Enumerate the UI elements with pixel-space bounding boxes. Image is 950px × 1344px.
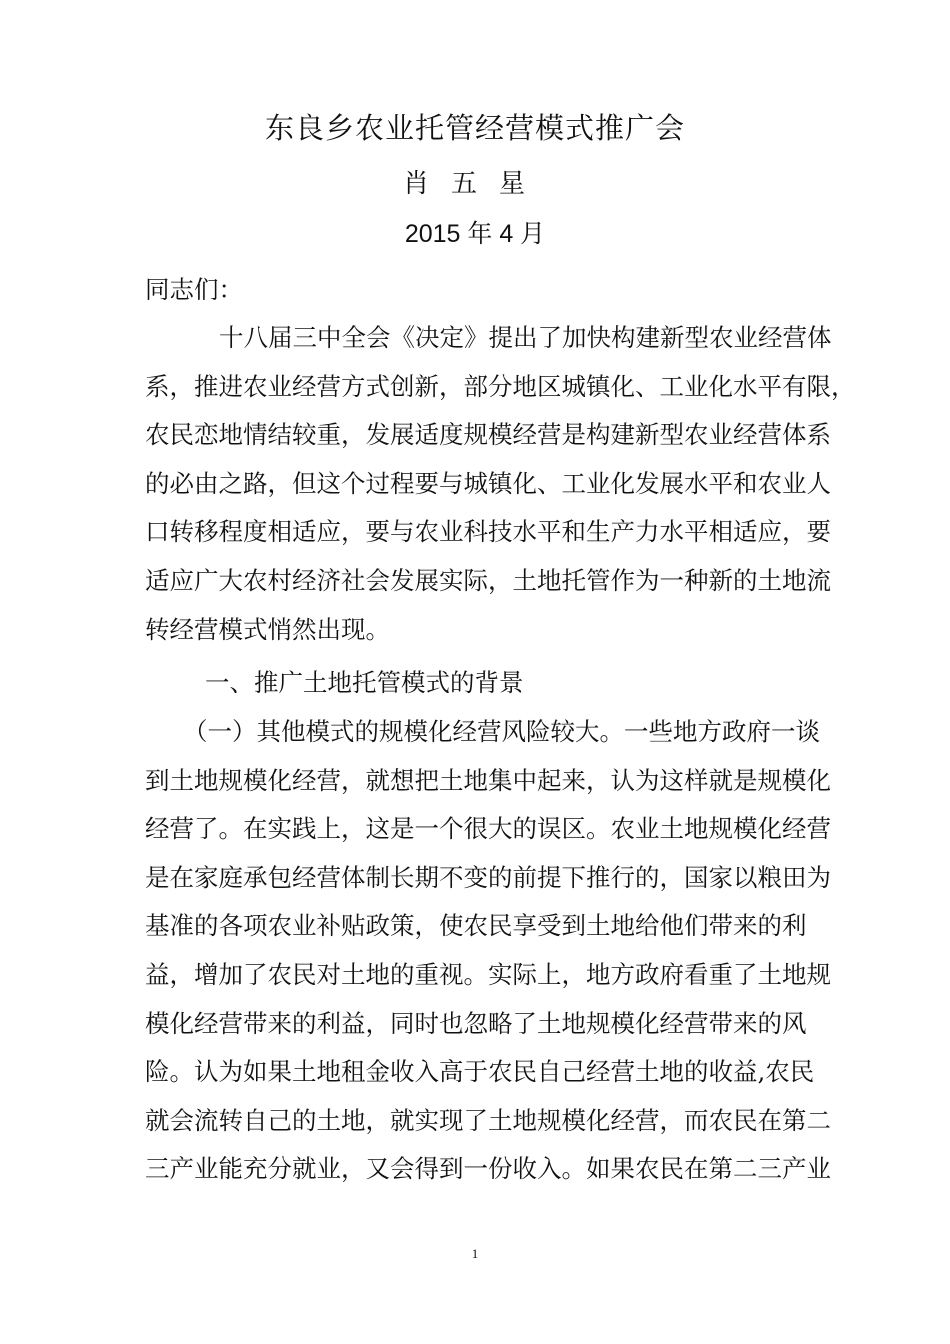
paragraph-background — [145, 708, 831, 1194]
paragraph-line: 经营了。在实践上，这是一个很大的误区。农业土地规模化经营 — [145, 814, 831, 844]
paragraph-line: 就会流转自己的土地，就实现了土地规模化经营，而农民在第二 — [145, 1105, 831, 1135]
salutation: 同志们： — [145, 275, 243, 304]
paragraph-line: 农民恋地情结较重，发展适度规模经营是构建新型农业经营体系 — [145, 420, 831, 450]
paragraph-line: 十八届三中全会《决定》提出了加快构建新型农业经营体 — [219, 323, 832, 352]
page-number: 1 — [471, 1246, 479, 1261]
paragraph-line: （一）其他模式的规模化经营风险较大。一些地方政府一谈 — [183, 717, 820, 746]
paragraph-line: 系，推进农业经营方式创新，部分地区城镇化、工业化水平有限， — [145, 371, 856, 401]
paragraph-line: 是在家庭承包经营体制长期不变的前提下推行的，国家以粮田为 — [145, 862, 831, 892]
paragraph-intro — [145, 314, 856, 654]
paragraph-line: 口转移程度相适应，要与农业科技水平和生产力水平相适应，要 — [145, 517, 831, 547]
paragraph-line: 险。认为如果土地租金收入高于农民自己经营土地的收益,农民 — [145, 1057, 815, 1087]
paragraph-line: 适应广大农村经济社会发展实际，土地托管作为一种新的土地流 — [145, 565, 831, 595]
paragraph-line: 转经营模式悄然出现。 — [145, 614, 390, 644]
document-date: 2015 年 4 月 — [404, 220, 546, 248]
paragraph-line: 益，增加了农民对土地的重视。实际上，地方政府看重了土地规 — [145, 959, 831, 989]
author-name: 肖五星 — [402, 169, 547, 199]
section-heading: 一、推广土地托管模式的背景 — [205, 668, 524, 697]
paragraph-line: 三产业能充分就业，又会得到一份收入。如果农民在第二三产业 — [145, 1154, 831, 1184]
paragraph-line: 的必由之路，但这个过程要与城镇化、工业化发展水平和农业人 — [145, 468, 831, 498]
paragraph-line: 模化经营带来的利益，同时也忽略了土地规模化经营带来的风 — [145, 1008, 807, 1038]
paragraph-line: 到土地规模化经营，就想把土地集中起来，认为这样就是规模化 — [145, 765, 831, 795]
paragraph-line: 基准的各项农业补贴政策，使农民享受到土地给他们带来的利 — [145, 911, 807, 941]
document-title: 东良乡农业托管经营模式推广会 — [264, 111, 685, 145]
